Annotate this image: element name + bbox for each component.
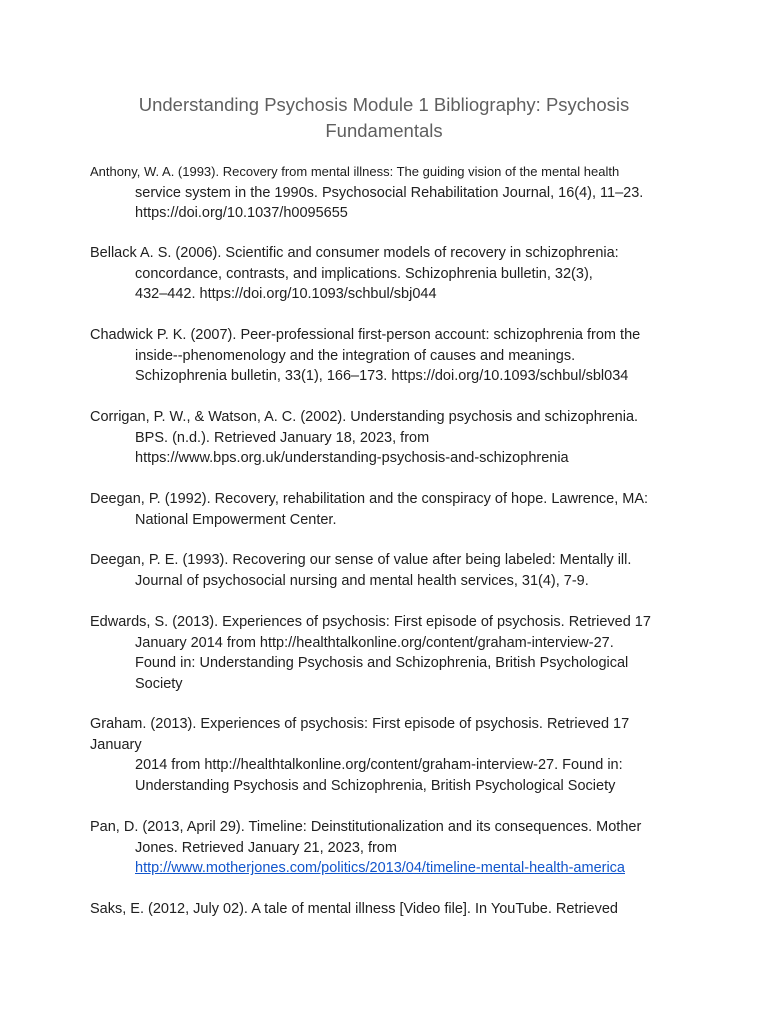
reference-line: Deegan, P. E. (1993). Recovering our sense of value after being labeled: Mentally ill. [90,552,632,568]
reference-line: Graham. (2013). Experiences of psychosis: First episode of psychosis. Retrieved 17 [90,716,630,732]
reference-line: inside--phenomenology and the integration of causes and meanings. [135,347,576,364]
reference-line: January [90,736,142,753]
reference-entry [90,325,640,387]
reference-entry [90,243,619,305]
reference-line: Schizophrenia bulletin, 33(1), 166–173. https://doi.org/10.1093/schbul/sbl034 [135,368,629,385]
reference-line: Saks, E. (2012, July 02). A tale of mental illness [Video file]. In YouTube. Retrieved [90,901,618,917]
reference-line: BPS. (n.d.). Retrieved January 18, 2023, from [135,429,430,446]
reference-entry [90,612,651,694]
reference-line: 2014 from http://healthtalkonline.org/content/graham-interview-27. Found in: [135,757,623,774]
reference-line: Journal of psychosocial nursing and mental health services, 31(4), 7-9. [135,572,589,589]
reference-line: https://doi.org/10.1037/h0095655 [135,205,348,222]
reference-line: service system in the 1990s. Psychosocial Rehabilitation Journal, 16(4), 11–23. [135,184,644,201]
reference-link-line [90,858,641,879]
reference-entry [90,817,641,879]
reference-line: https://www.bps.org.uk/understanding-psychosis-and-schizophrenia [135,450,569,467]
motherjones-link[interactable]: http://www.motherjones.com/politics/2013/04/timeline-mental-health-america [135,860,625,877]
reference-entry [90,489,648,530]
reference-line: National Empowerment Center. [135,511,337,528]
reference-line: Deegan, P. (1992). Recovery, rehabilitation and the conspiracy of hope. Lawrence, MA: [90,491,649,507]
reference-line: concordance, contrasts, and implications. Schizophrenia bulletin, 32(3), [135,265,593,282]
reference-entry [90,714,629,796]
reference-line: January 2014 from http://healthtalkonline.org/content/graham-interview-27. [135,634,614,651]
reference-line: Anthony, W. A. (1993). Recovery from mental illness: The guiding vision of the mental health [90,164,620,179]
reference-line: Edwards, S. (2013). Experiences of psychosis: First episode of psychosis. Retrieved 17 [90,614,651,630]
reference-entry [90,550,631,591]
reference-entry [90,162,643,224]
reference-line: Chadwick P. K. (2007). Peer-professional first-person account: schizophrenia from the [90,327,641,343]
reference-entry [90,899,618,920]
reference-line: Bellack A. S. (2006). Scientific and consumer models of recovery in schizophrenia: [90,245,619,261]
reference-line: Understanding Psychosis and Schizophrenia, British Psychological Society [135,777,616,794]
reference-line: Pan, D. (2013, April 29). Timeline: Deinstitutionalization and its consequences. Mother [90,819,642,835]
reference-line: 432–442. https://doi.org/10.1093/schbul/sbj044 [135,286,437,303]
document-title: Understanding Psychosis Module 1 Bibliography: Psychosis Fundamentals [138,94,630,141]
reference-line: Corrigan, P. W., & Watson, A. C. (2002). Understanding psychosis and schizophrenia. [90,409,639,425]
reference-entry [90,407,638,469]
reference-line: Society [135,675,183,692]
reference-line: Found in: Understanding Psychosis and Schizophrenia, British Psychological [135,655,629,672]
reference-line: Jones. Retrieved January 21, 2023, from [135,839,397,856]
